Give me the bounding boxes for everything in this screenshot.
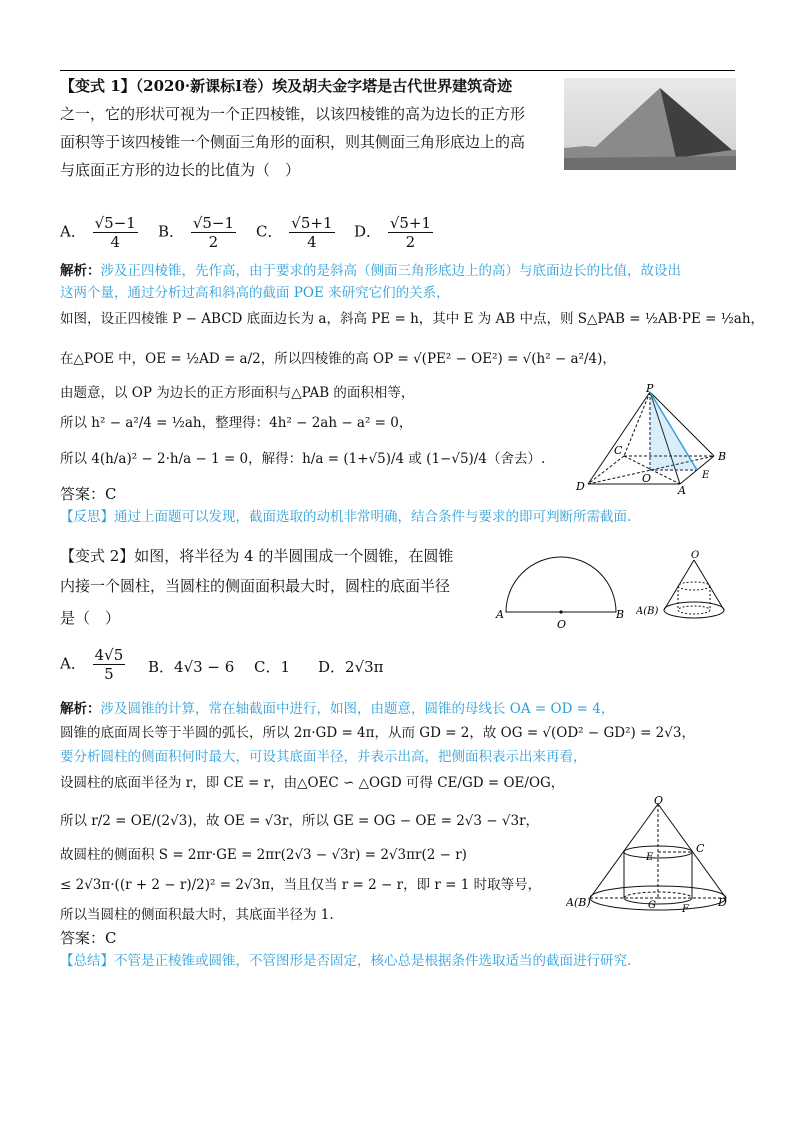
pyr-label-p: P <box>646 384 654 395</box>
pyr-label-a: A <box>678 484 686 496</box>
v2-option-a-den: 5 <box>104 665 114 683</box>
v1-analysis-line-4: 在△POE 中，OE = ½AD = a/2，所以四棱锥的高 OP = √(PE² − OE²) = √(h² − a²/4)， <box>60 351 616 367</box>
jiexi-label: 解析： <box>60 701 101 717</box>
v1-option-d-label: D． <box>354 222 382 241</box>
v1-analysis-line-2: 这两个量，通过分析过高和斜高的截面 POE 来研究它们的关系， <box>60 285 450 301</box>
big-cone-label-o: O <box>654 794 664 807</box>
v2-option-b[interactable]: B．4√3 − 6 <box>148 658 235 676</box>
v1-option-c-num <box>289 214 334 233</box>
root5: √5 <box>291 214 311 232</box>
v1-options <box>60 200 500 251</box>
v2-analysis-line-2: 圆锥的底面周长等于半圆的弧长，所以 2π·GD = 4π，从而 GD = 2，故 OG = √(OD² − GD²) = 2√3， <box>60 725 695 741</box>
v1-analysis-hint-1: 涉及正四棱锥，先作高，由于要求的是斜高（侧面三角形底边上的高）与底面边长的比值，故设出 <box>100 263 681 279</box>
v1-option-a-label: A． <box>60 222 86 241</box>
v1-question-line-1: 【变式 1】（2020·新课标Ⅰ卷）埃及胡夫金字塔是古代世界建筑奇迹 <box>60 77 513 95</box>
v1-question-line-4: 与底面正方形的边长的比值为（ ） <box>60 161 301 179</box>
small-cone-label-o: O <box>691 550 700 561</box>
v1-question-line-2: 之一，它的形状可视为一个正四棱锥，以该四棱锥的高为边长的正方形 <box>60 105 526 123</box>
v2-option-a-label: A． <box>60 654 86 673</box>
v1-reflection: 【反思】通过上面题可以发现，截面选取的动机非常明确，结合条件与要求的即可判断所需截面. <box>60 509 632 525</box>
big-cone-label-e: E <box>646 852 654 863</box>
small-cone-diagram <box>636 548 736 638</box>
v2-option-a-num: 4√5 <box>94 646 124 664</box>
semi-label-o: O <box>557 618 567 630</box>
v1-analysis-line-1 <box>60 262 681 280</box>
top-rule <box>60 70 735 71</box>
v1-analysis-line-3: 如图，设正四棱锥 P − ABCD 底面边长为 a，斜高 PE = h，其中 E 为 AB 中点，则 S△PAB = ½AB·PE = ½ah， <box>60 311 765 327</box>
v1-option-d-num <box>388 214 433 233</box>
big-cone-label-f: F <box>682 904 689 915</box>
v1-option-a-num <box>93 214 138 233</box>
pyr-label-c: C <box>614 444 623 457</box>
root5: √5 <box>94 214 114 232</box>
v2-analysis-line-8: 所以当圆柱的侧面积最大时，其底面半径为 1. <box>60 907 334 923</box>
v2-option-a[interactable] <box>60 646 127 683</box>
v1-option-a-den: 4 <box>110 233 121 251</box>
pyr-label-o: O <box>642 472 652 485</box>
v2-analysis-line-7: ≤ 2√3π·((r + 2 − r)/2)² = 2√3π，当且仅当 r = 2 − r，即 r = 1 时取等号， <box>60 877 542 893</box>
semi-label-b: B <box>616 608 625 621</box>
v1-option-b[interactable] <box>158 214 238 251</box>
semicircle-diagram <box>494 544 634 630</box>
v1-question-line-3: 面积等于该四棱锥一个侧面三角形的面积，则其侧面三角形底边上的高 <box>60 133 526 151</box>
v2-analysis-line-1 <box>60 700 614 718</box>
plus1: +1 <box>310 214 333 232</box>
v1-answer: 答案：C <box>60 485 117 503</box>
v2-summary: 【总结】不管是正棱锥或圆锥，不管图形是否固定，核心总是根据条件选取适当的截面进行研究. <box>60 953 632 969</box>
jiexi-label: 解析： <box>60 263 101 279</box>
v1-analysis-line-6: 所以 h² − a²/4 = ½ah，整理得：4h² − 2ah − a² = 0， <box>60 415 413 431</box>
v2-option-c[interactable]: C．1 <box>254 658 291 676</box>
v1-option-d-den: 2 <box>405 233 416 251</box>
v2-options <box>60 640 420 684</box>
v2-analysis-line-6: 故圆柱的侧面积 S = 2πr·GE = 2πr(2√3 − √3r) = 2√3πr(2 − r) <box>60 847 467 863</box>
v2-analysis-line-3: 要分析圆柱的侧面积何时最大，可设其底面半径，并表示出高，把侧面积表示出来再看， <box>60 749 587 765</box>
semi-label-a: A <box>496 608 504 621</box>
root5: √5 <box>389 214 409 232</box>
big-cone-label-ab: A(B) <box>566 896 591 909</box>
v2-analysis-hint-1: 涉及圆锥的计算，常在轴截面中进行，如图，由题意，圆锥的母线长 OA = OD = 4， <box>100 701 615 717</box>
big-cone-label-d: D <box>718 896 727 909</box>
pyr-label-d: D <box>576 480 585 493</box>
v1-option-a[interactable] <box>60 214 140 251</box>
v1-option-b-den: 2 <box>208 233 219 251</box>
v1-analysis-line-7: 所以 4(h/a)² − 2·h/a − 1 = 0，解得：h/a = (1+√5)/4 或 (1−√5)/4（舍去）. <box>60 451 546 467</box>
big-cone-label-c: C <box>696 842 705 855</box>
v2-analysis-line-4: 设圆柱的底面半径为 r，即 CE = r，由△OEC ∽ △OGD 可得 CE/GD = OE/OG， <box>60 775 565 791</box>
minus1: −1 <box>211 214 235 232</box>
v1-analysis-line-5: 由题意，以 OP 为边长的正方形面积与△PAB 的面积相等， <box>60 385 415 401</box>
v2-question-line-1: 【变式 2】如图，将半径为 4 的半圆围成一个圆锥，在圆锥 <box>60 547 454 565</box>
root5: √5 <box>192 214 212 232</box>
big-cone-diagram <box>566 794 738 920</box>
minus1: −1 <box>113 214 136 232</box>
v2-option-d[interactable]: D．2√3π <box>318 658 384 676</box>
big-cone-label-g: G <box>648 900 656 911</box>
v1-option-b-num <box>191 214 236 233</box>
v1-option-c[interactable] <box>256 214 337 251</box>
v2-question-line-2: 内接一个圆柱，当圆柱的侧面面积最大时，圆柱的底面半径 <box>60 577 451 595</box>
v2-analysis-line-5: 所以 r/2 = OE/(2√3)，故 OE = √3r，所以 GE = OG − OE = 2√3 − √3r， <box>60 813 540 829</box>
v1-option-c-den: 4 <box>307 233 317 251</box>
pyramid-photo <box>564 78 736 170</box>
v1-option-b-label: B． <box>158 222 185 241</box>
v2-answer: 答案：C <box>60 929 117 947</box>
v1-option-d[interactable] <box>354 214 435 251</box>
pyr-label-e: E <box>702 470 710 481</box>
small-cone-label-ab: A(B) <box>636 606 659 617</box>
v2-question-line-3: 是（ ） <box>60 609 121 627</box>
v1-option-c-label: C． <box>256 222 283 241</box>
pyr-label-b: B <box>718 450 727 463</box>
plus1: +1 <box>408 214 432 232</box>
pyramid-diagram <box>562 384 742 496</box>
